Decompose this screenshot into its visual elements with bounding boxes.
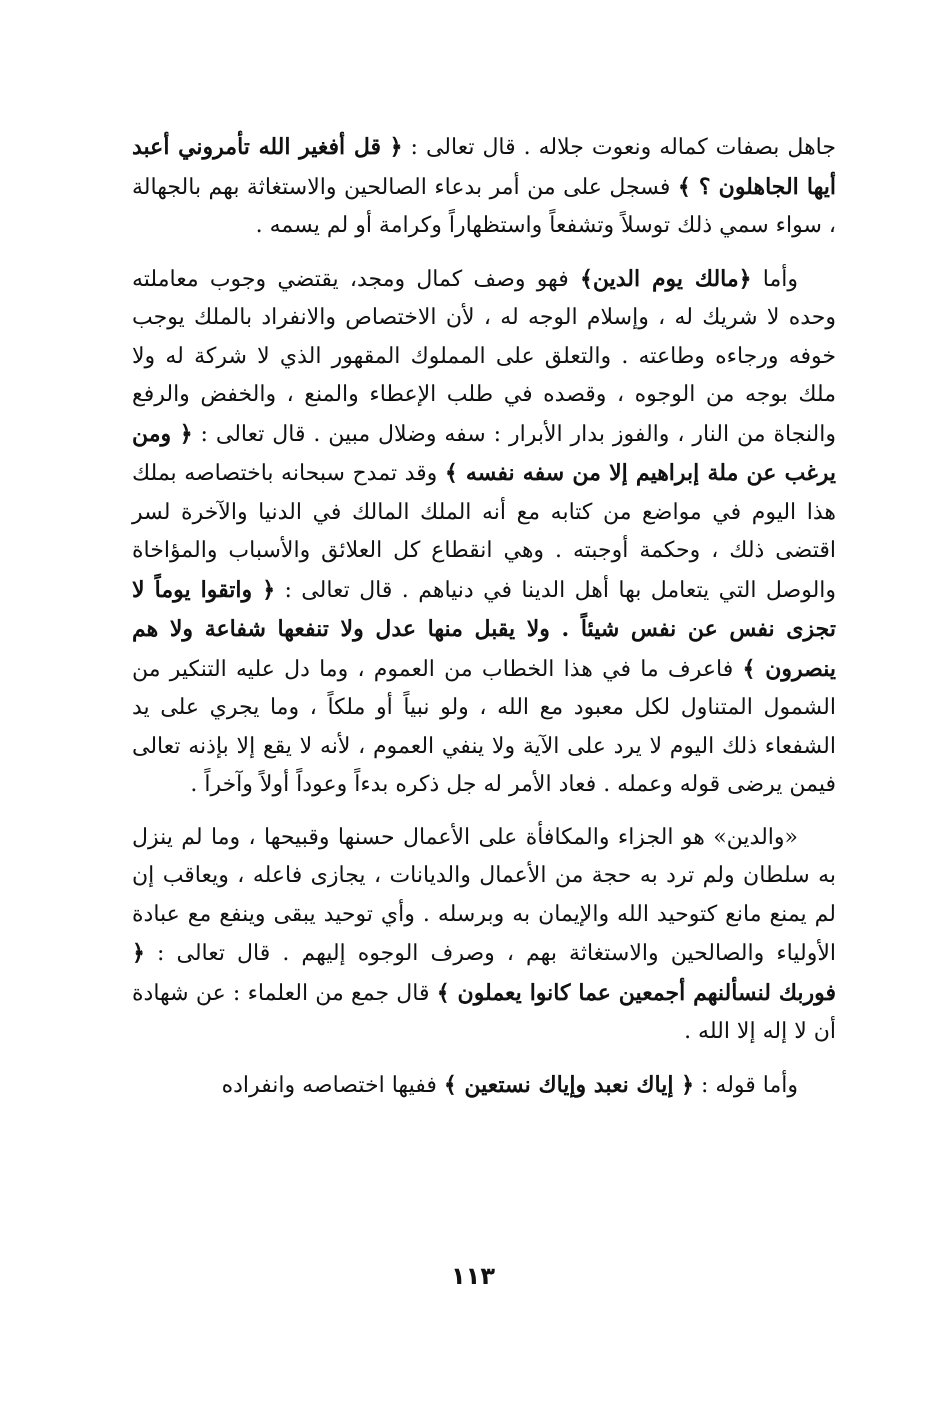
p4-text: ففيها اختصاصه وانفراده: [221, 1072, 444, 1098]
paragraph-4: [132, 1066, 836, 1106]
page-body: [132, 128, 836, 1105]
p3-text: قال جمع من العلماء : عن شهادة أن لا إله إلا الله .: [132, 980, 836, 1044]
p2-text: وقد تمدح سبحانه باختصاصه بملك هذا اليوم في مواضع من كتابه مع أنه الملك المالك في الدنيا والآخرة لسر اقتضى ذلك ، وحكمة أوجبته . وهي انقطاع كل العلائق والأسباب والمؤاخاة والوصل التي يتعامل بها أهل الدينا في دنياهم . قال تعالى :: [132, 461, 837, 603]
p1-text: فسجل على من أمر بدعاء الصالحين والاستغاثة بهم بالجهالة ، سواء سمي ذلك توسلاً وتشفعاً واستظهاراً وكرامة أو لم يسمه .: [132, 174, 836, 238]
p2-text: وأما: [751, 266, 798, 292]
p1-text: جاهل بصفات كماله ونعوت جلاله . قال تعالى :: [402, 135, 836, 160]
p2-quran-verse-1: ﴿مالك يوم الدين﴾: [579, 265, 752, 292]
p1-quran-verse-1: ﴿ قل أفغير الله تأمروني أعبد أيها الجاهلون ؟ ﴾: [132, 134, 836, 200]
p3-text: «والدين» هو الجزاء والمكافأة على الأعمال حسنها وقبيحها ، وما لم ينزل به سلطان ولم ترد به حجة من الأعمال والديانات ، يجازى فاعله ، ويعاقب إن لم يمنع مانع كتوحيد الله والإيمان به وبرسله . وأي توحيد يبقى وينفع مع عبادة الأولياء والصالحين والاستغاثة بهم ، وصرف الوجوه إليهم . قال تعالى :: [132, 824, 836, 966]
p4-text: وأما قوله :: [694, 1072, 798, 1098]
p2-quran-verse-2: ﴿ ومن يرغب عن ملة إبراهيم إلا من سفه نفسه ﴾: [132, 420, 836, 486]
paragraph-1: [132, 128, 836, 246]
paragraph-3: [132, 819, 836, 1052]
p2-text: فاعرف ما في هذا الخطاب من العموم ، وما دل عليه التنكير من الشمول المتناول لكل معبود مع الله ، ولو نبياً أو ملكاً ، وما يجري على يد الشفعاء ذلك اليوم لا يرد على الآية ولا ينفي العموم ، لأنه لا يقع إلا بإذنه تعالى فيمن يرضى قوله وعمله . فعاد الأمر له جل ذكره بدءاً وعوداً أولاً وآخراً .: [132, 656, 836, 797]
page-number: ١١٣: [451, 1262, 495, 1290]
p4-quran-verse-1: ﴿ إياك نعبد وإياك نستعين ﴾: [443, 1071, 694, 1098]
p2-text: فهو وصف كمال ومجد، يقتضي وجوب معاملته وحده لا شريك له ، وإسلام الوجه له ، لأن الاختصاص والانفراد بالملك يوجب خوفه ورجاءه وطاعته . والتعلق على المملوك المقهور الذي لا شركة له ولا ملك بوجه من الوجوه ، وقصده في طلب الإعطاء والمنع ، والخفض والرفع والنجاة من النار ، والفوز بدار الأبرار : سفه وضلال مبين . قال تعالى :: [132, 266, 836, 447]
p3-quran-verse-1: ﴿ فوربك لنسألنهم أجمعين عما كانوا يعملون ﴾: [132, 940, 836, 1006]
paragraph-2: [132, 260, 836, 805]
p2-quran-verse-3: ﴿ واتقوا يوماً لا تجزى نفس عن نفس شيئاً . ولا يقبل منها عدل ولا تنفعها شفاعة ولا هم ينصرون ﴾: [132, 576, 837, 682]
